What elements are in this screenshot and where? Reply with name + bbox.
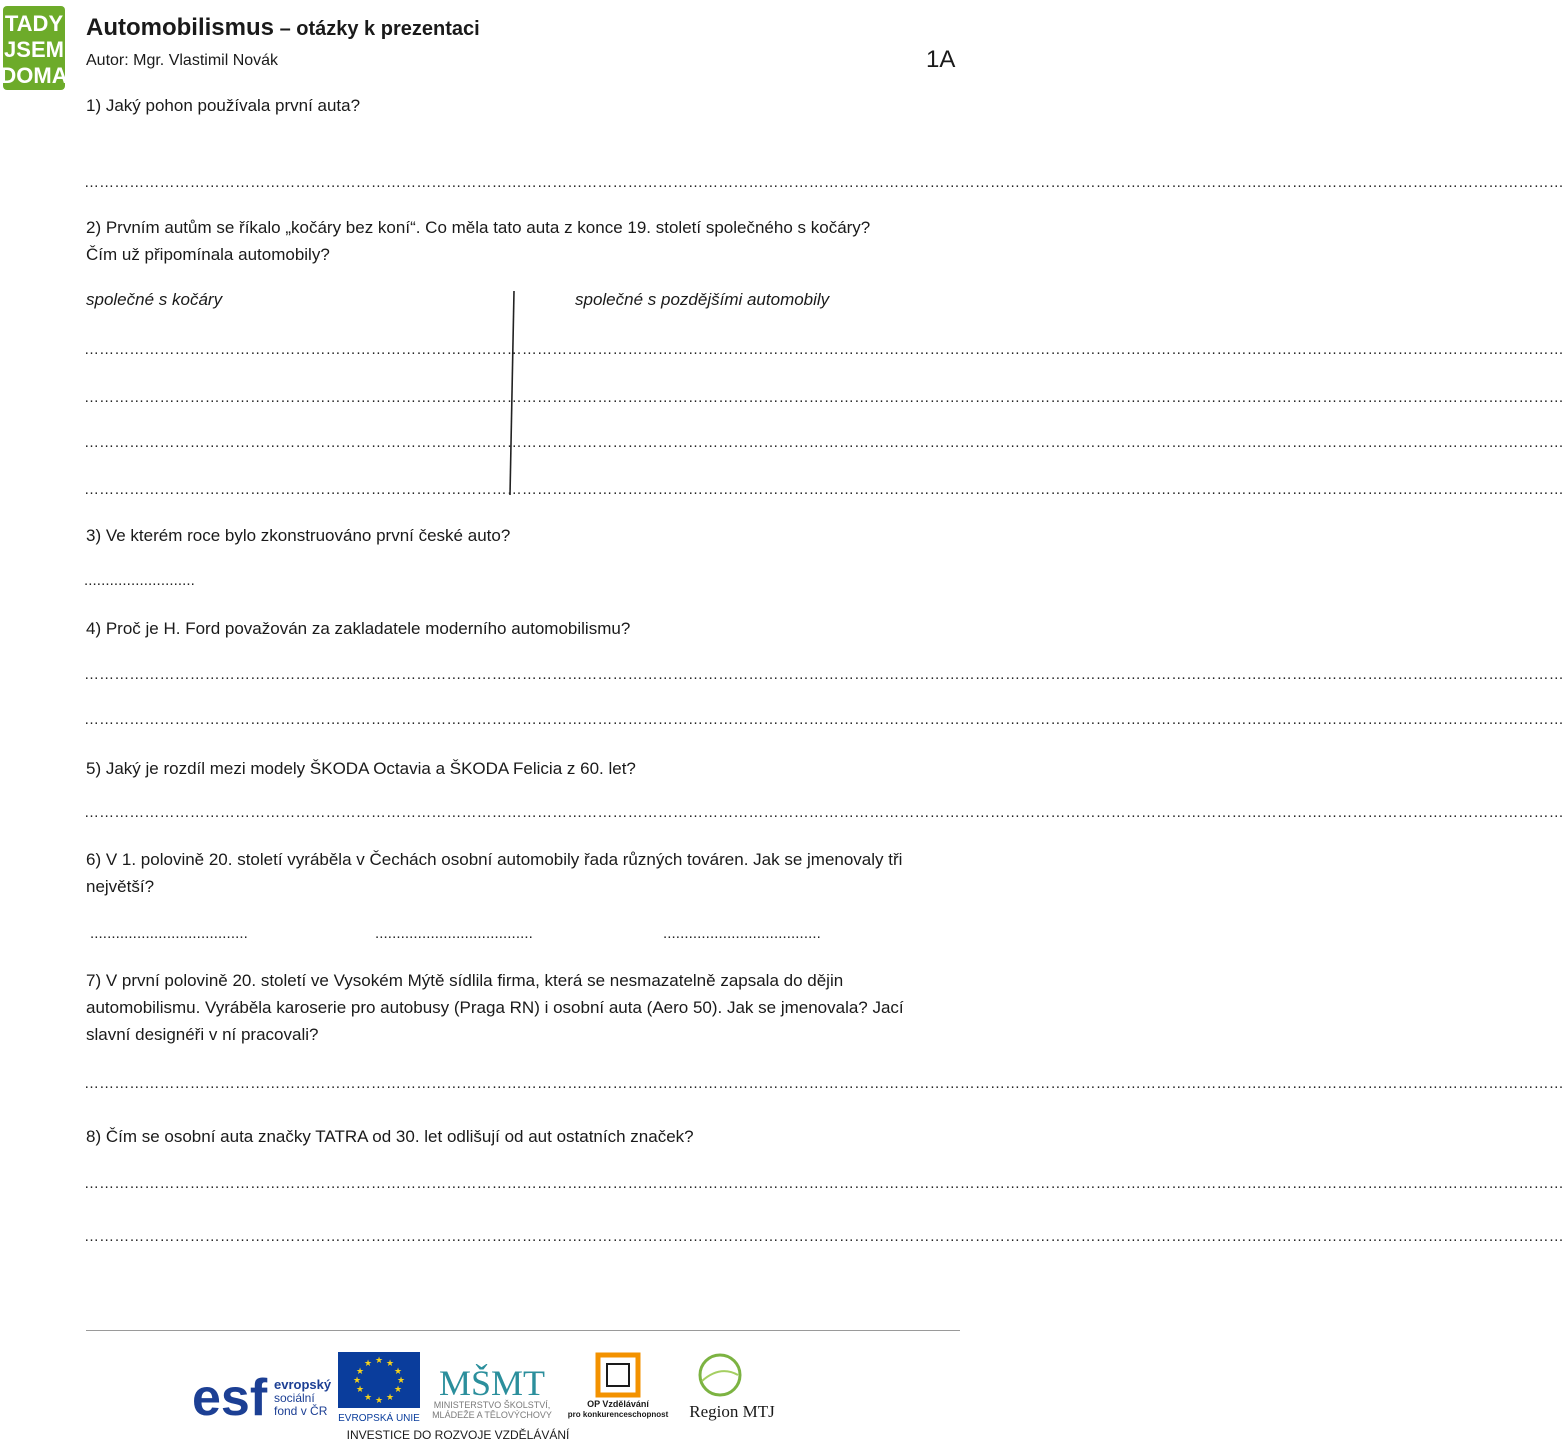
msmt-logo (432, 1363, 552, 1420)
esf-line-2: sociální (274, 1391, 315, 1405)
answer-line: …………………………………………………………………………………………………………………………………………………………………………………………………………………………………………………………………… (84, 481, 1564, 498)
svg-text:★: ★ (385, 1393, 395, 1403)
question-6: 6) V 1. polovině 20. století vyráběla v Čechách osobní automobily řada různých továren. Jak se jmenovaly tři největší? (86, 850, 903, 896)
footer-divider (86, 1330, 960, 1331)
answer-line: …………………………………………………………………………………………………………………………………………………………………………………………………………………………………………………………………… (84, 341, 1564, 358)
question-7: 7) V první polovině 20. století ve Vysokém Mýtě sídlila firma, která se nesmazatelně zapsala do dějin automobilismu. Vyráběla karoserie pro autobusy (Praga RN) i osobní auta (Aero 50). Jak se jmenovala? Jací slavní designéři v ní pracovali? (86, 971, 904, 1044)
svg-text:★: ★ (363, 1359, 373, 1369)
answer-short: ..................................... (375, 925, 533, 942)
page-title (86, 14, 480, 42)
question-3: 3) Ve kterém roce bylo zkonstruováno první české auto? (86, 526, 511, 545)
eu-label: EVROPSKÁ UNIE (338, 1413, 420, 1424)
esf-line-3: fond v ČR (274, 1404, 328, 1418)
title-main: Automobilismus (86, 14, 275, 41)
title-sub: – otázky k prezentaci (274, 18, 480, 40)
svg-text:★: ★ (355, 1385, 365, 1395)
esf-logo (192, 1369, 332, 1427)
op-line-1: OP Vzdělávání (587, 1399, 649, 1409)
question-2-line-2: Čím už připomínala automobily? (86, 245, 330, 264)
msmt-line-1: MINISTERSTVO ŠKOLSTVÍ, (433, 1400, 551, 1410)
author: Autor: Mgr. Vlastimil Novák (86, 52, 279, 69)
svg-text:★: ★ (355, 1367, 365, 1377)
investice-label: INVESTICE DO ROZVOJE VZDĚLÁVÁNÍ (346, 1428, 570, 1442)
question-8: 8) Čím se osobní auta značky TATRA od 30. let odlišují od aut ostatních značek? (86, 1127, 694, 1146)
esf-line-1: evropský (274, 1377, 332, 1392)
question-1: 1) Jaký pohon používala první auta? (86, 96, 361, 115)
answer-line: …………………………………………………………………………………………………………………………………………………………………………………………………………………………………………………………………… (84, 174, 1564, 191)
svg-text:★: ★ (396, 1376, 406, 1386)
svg-text:★: ★ (385, 1359, 395, 1369)
svg-text:★: ★ (363, 1393, 373, 1403)
answer-short: .......................... (84, 572, 195, 589)
region-mtj-logo (689, 1355, 775, 1421)
logo-line-1: TADY (4, 11, 64, 36)
answer-line: …………………………………………………………………………………………………………………………………………………………………………………………………………………………………………………………………… (84, 1228, 1564, 1245)
sheet-code: 1A (926, 46, 956, 73)
msmt-wordmark: MŠMT (438, 1363, 546, 1403)
column-left-heading: společné s kočáry (86, 290, 223, 309)
eu-flag-logo (338, 1352, 420, 1424)
answer-line: …………………………………………………………………………………………………………………………………………………………………………………………………………………………………………………………………… (84, 1075, 1564, 1092)
answer-line: …………………………………………………………………………………………………………………………………………………………………………………………………………………………………………………………………… (84, 666, 1564, 683)
op-logo (568, 1355, 669, 1419)
answer-line: …………………………………………………………………………………………………………………………………………………………………………………………………………………………………………………………………… (84, 434, 1564, 451)
svg-text:★: ★ (352, 1376, 362, 1386)
svg-text:★: ★ (374, 1356, 384, 1366)
question-4: 4) Proč je H. Ford považován za zakladatele moderního automobilismu? (86, 619, 631, 638)
svg-text:★: ★ (374, 1396, 384, 1406)
tady-jsem-doma-logo (0, 6, 68, 90)
answer-line: …………………………………………………………………………………………………………………………………………………………………………………………………………………………………………………………………… (84, 389, 1564, 406)
logo-line-3: DOMA (0, 63, 68, 88)
answer-short: ..................................... (663, 925, 821, 942)
column-right-heading: společné s pozdějšími automobily (575, 290, 830, 309)
question-5: 5) Jaký je rozdíl mezi modely ŠKODA Octavia a ŠKODA Felicia z 60. let? (86, 759, 636, 778)
answer-line: …………………………………………………………………………………………………………………………………………………………………………………………………………………………………………………………………… (84, 1175, 1564, 1192)
msmt-line-2: MLÁDEŽE A TĚLOVÝCHOVY (432, 1410, 552, 1420)
op-line-2: pro konkurenceschopnost (567, 1410, 669, 1419)
esf-wordmark: esf (192, 1369, 268, 1427)
funding-logos (190, 1345, 790, 1443)
answer-short: ..................................... (90, 925, 248, 942)
answer-line: …………………………………………………………………………………………………………………………………………………………………………………………………………………………………………………………………… (84, 711, 1564, 728)
answer-line: …………………………………………………………………………………………………………………………………………………………………………………………………………………………………………………………………… (84, 804, 1564, 821)
logo-line-2: JSEM (4, 37, 64, 62)
svg-text:★: ★ (393, 1367, 403, 1377)
region-label: Region MTJ (689, 1402, 775, 1421)
svg-text:★: ★ (393, 1385, 403, 1395)
question-2-line-1: 2) Prvním autům se říkalo „kočáry bez koní“. Co měla tato auta z konce 19. století společného s kočáry? (86, 218, 871, 237)
